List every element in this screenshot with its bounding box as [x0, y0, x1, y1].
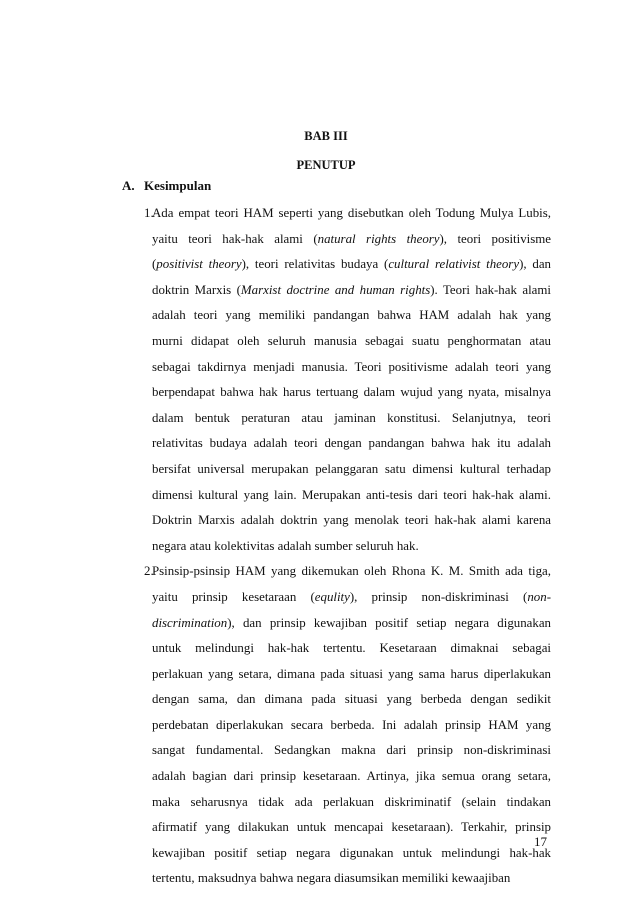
conclusion-list: [122, 201, 551, 892]
text-line: discrimination), dan prinsip kewajiban positif setiap negara digunakan: [152, 615, 551, 630]
list-item: [122, 559, 551, 892]
text-line: sangat fundamental. Sedangkan makna dari prinsip non-diskriminasi: [152, 743, 551, 758]
text-line: bersifat universal merupakan pelanggaran satu dimensi kultural terhadap: [152, 461, 551, 476]
text-line: sebagai takdirnya menjadi manusia. Teori positivisme adalah teori yang: [152, 359, 551, 374]
text-line: perlakuan yang setara, dimana pada situasi yang sama harus diperlakukan: [152, 666, 551, 681]
list-item-text: [152, 201, 551, 559]
text-line: untuk melindungi hak-hak tertentu. Kesetaraan dimaknai sebagai: [152, 641, 551, 656]
text-line: (positivist theory), teori relativitas budaya (cultural relativist theory), dan: [152, 257, 552, 272]
text-line: perdebatan diperlakukan secara berbeda. Ini adalah prinsip HAM yang: [152, 717, 551, 732]
text-line: yaitu teori hak-hak alami (natural rights theory), teori positivisme: [152, 231, 551, 246]
chapter-title: PENUTUP: [296, 158, 356, 172]
text-line: Psinsip-psinsip HAM yang dikemukan oleh Rhona K. M. Smith ada tiga,: [152, 564, 551, 579]
text-line: kewajiban positif setiap negara digunakan untuk melindungi hak-hak: [152, 845, 551, 860]
text-line: negara atau kolektivitas adalah sumber seluruh hak.: [152, 538, 419, 553]
section-title: Kesimpulan: [144, 178, 212, 193]
text-line: dengan sama, dan dimana pada situasi yang berbeda dengan sedikit: [152, 692, 551, 707]
list-item: [122, 201, 551, 559]
list-item-text: [152, 559, 551, 892]
text-line: maka seharusnya tidak ada perlakuan diskriminatif (selain tindakan: [152, 794, 551, 809]
text-line: afirmatif yang dilakukan untuk mencapai kesetaraan). Terkahir, prinsip: [152, 820, 551, 835]
list-item-number: 2.: [144, 564, 154, 579]
text-line: dalam bentuk peraturan atau jaminan konstitusi. Selanjutnya, teori: [152, 410, 551, 425]
chapter-number: BAB III: [304, 129, 348, 143]
section-letter: A.: [122, 178, 135, 193]
section-heading: [122, 177, 211, 195]
text-line: Ada empat teori HAM seperti yang disebutkan oleh Todung Mulya Lubis,: [152, 206, 551, 220]
text-line: murni didapat oleh seluruh manusia sebagai suatu penghormatan atau: [152, 333, 551, 348]
text-line: doktrin Marxis (Marxist doctrine and human rights). Teori hak-hak alami: [152, 282, 551, 297]
text-line: tertentu, maksudnya bahwa negara diasumsikan memiliki kewaajiban: [152, 871, 511, 886]
chapter-heading: [0, 122, 638, 180]
page-number: 17: [534, 834, 547, 849]
text-line: berpendapat bahwa hak harus tertuang dalam wujud yang nyata, misalnya: [152, 385, 551, 400]
text-line: yaitu prinsip kesetaraan (equlity), prinsip non-diskriminasi (non-: [152, 589, 551, 604]
text-line: relativitas budaya adalah teori dengan pandangan bahwa hak itu adalah: [152, 436, 551, 451]
list-item-number: 1.: [144, 206, 154, 220]
text-line: adalah teori yang memiliki pandangan bahwa HAM adalah hak yang: [152, 308, 551, 323]
text-line: dimensi kultural yang lain. Merupakan anti-tesis dari teori hak-hak alami.: [152, 487, 551, 502]
text-line: adalah bagian dari prinsip kesetaraan. Artinya, jika semua orang setara,: [152, 769, 551, 784]
text-line: Doktrin Marxis adalah doktrin yang menolak teori hak-hak alami karena: [152, 513, 551, 528]
